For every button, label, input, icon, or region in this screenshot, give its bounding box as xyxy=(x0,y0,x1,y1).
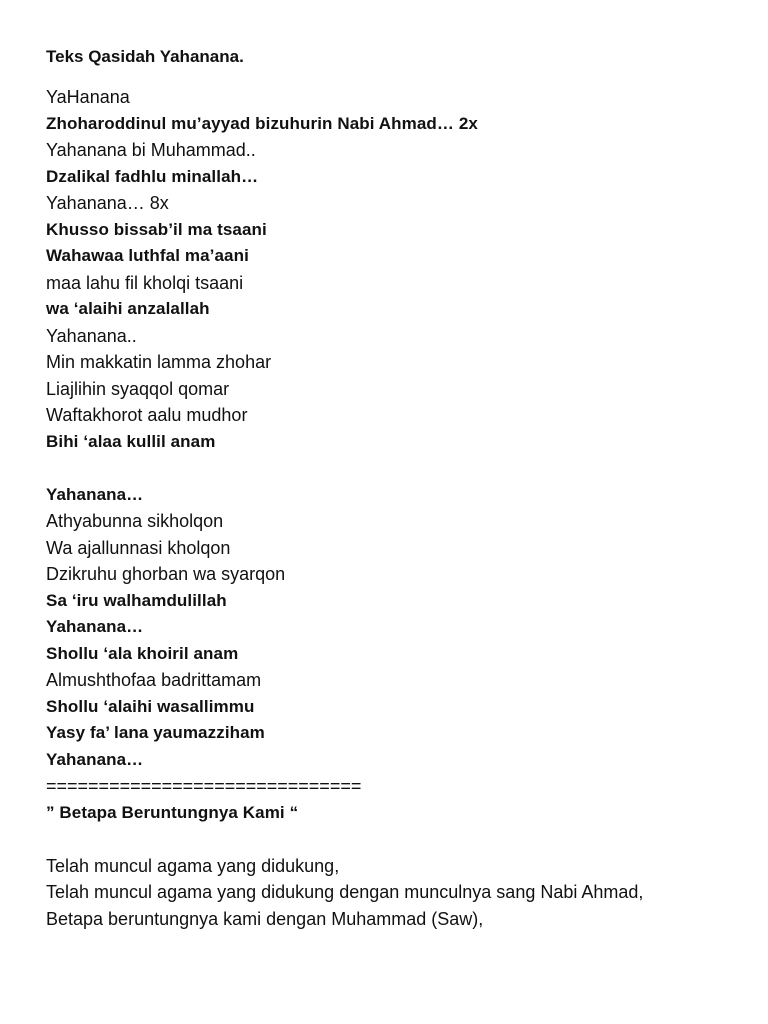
text-line: Wahawaa luthfal ma’aani xyxy=(46,246,249,265)
text-line: Khusso bissab’il ma tsaani xyxy=(46,219,267,239)
text-line: Shollu ‘alaihi wasallimmu xyxy=(46,696,255,716)
document-title: Teks Qasidah Yahanana. xyxy=(46,47,244,66)
text-line: Yahanana.. xyxy=(46,325,137,346)
text-line: Yahanana… xyxy=(46,484,144,504)
text-line: Sa ‘iru walhamdulillah xyxy=(46,590,227,610)
text-line: Athyabunna sikholqon xyxy=(46,511,224,531)
text-line: ” Betapa Beruntungnya Kami “ xyxy=(46,802,299,822)
text-line: Min makkatin lamma zhohar xyxy=(46,352,272,372)
text-line: maa lahu fil kholqi tsaani xyxy=(46,272,244,293)
text-line: Almushthofaa badrittamam xyxy=(46,670,262,690)
text-line: Betapa beruntungnya kami dengan Muhammad (Saw), xyxy=(46,908,484,929)
lyrics-body xyxy=(46,84,746,932)
text-line: Waftakhorot aalu mudhor xyxy=(46,405,248,425)
text-line: Telah muncul agama yang didukung, xyxy=(46,855,340,876)
text-line: Telah muncul agama yang didukung dengan munculnya sang Nabi Ahmad, xyxy=(46,882,644,902)
text-line: Yasy fa’ lana yaumazziham xyxy=(46,723,265,742)
text-line: Liajlihin syaqqol qomar xyxy=(46,378,230,399)
text-line: YaHanana xyxy=(46,87,130,107)
blank-line xyxy=(46,826,746,853)
text-line: ============================== xyxy=(46,776,362,796)
text-line: wa ‘alaihi anzalallah xyxy=(46,299,210,318)
text-line: Yahanana bi Muhammad.. xyxy=(46,140,256,160)
text-line: Wa ajallunnasi kholqon xyxy=(46,537,231,558)
text-line: Bihi ‘alaa kullil anam xyxy=(46,431,216,451)
text-line: Yahanana… 8x xyxy=(46,193,169,213)
text-line: Dzikruhu ghorban wa syarqon xyxy=(46,564,286,584)
text-line: Yahanana… xyxy=(46,617,144,636)
text-line: Dzalikal fadhlu minallah… xyxy=(46,166,259,186)
blank-line xyxy=(46,455,746,482)
text-line: Zhoharoddinul mu’ayyad bizuhurin Nabi Ahmad… 2x xyxy=(46,113,478,133)
text-line: Shollu ‘ala khoiril anam xyxy=(46,643,239,663)
text-line: Yahanana… xyxy=(46,749,144,769)
